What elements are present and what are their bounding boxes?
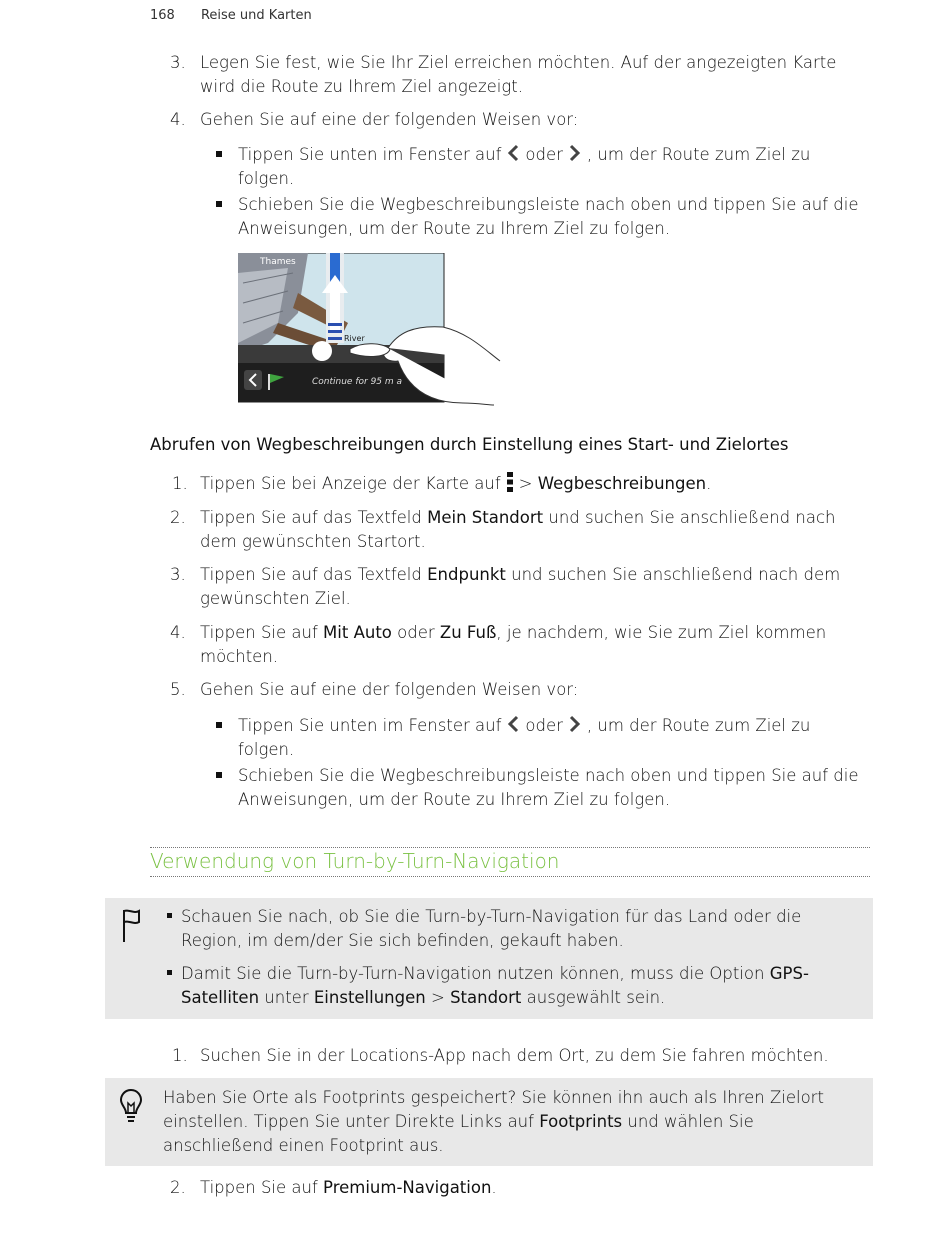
bullet-text: Schieben Sie die Wegbeschreibungsleiste nach oben und tippen Sie auf die Anweisungen, um der Route zu Ihrem Ziel zu folgen. [238, 195, 859, 238]
bullet-marker [216, 722, 222, 728]
divider [150, 847, 870, 848]
chevron-right-icon [569, 715, 581, 733]
bullet-text: Schieben Sie die Wegbeschreibungsleiste nach oben und tippen Sie auf die Anweisungen, um der Route zu Ihrem Ziel zu folgen. [238, 766, 859, 809]
step-text: Gehen Sie auf eine der folgenden Weisen vor: [200, 680, 579, 699]
subheading: Abrufen von Wegbeschreibungen durch Einstellung eines Start- und Zielortes [150, 435, 789, 454]
section-title: Reise und Karten [200, 8, 312, 23]
bullet-text: Tippen Sie unten im Fenster auf oder , um der Route zum Ziel zu folgen. [238, 716, 811, 759]
step-number: 2. [170, 1178, 186, 1197]
note-bullet-text: Schauen Sie nach, ob Sie die Turn-by-Turn-Navigation für das Land oder die Region, im dem/der Sie sich befinden, gekauft haben. [181, 907, 802, 950]
chevron-left-icon [507, 144, 519, 162]
bullet-marker [167, 913, 172, 918]
bullet-marker [167, 970, 172, 975]
step-text: Tippen Sie auf Premium-Navigation. [200, 1178, 497, 1197]
page-number: 168 [150, 8, 175, 23]
step-text: Suchen Sie in der Locations-App nach dem Ort, zu dem Sie fahren möchten. [200, 1046, 829, 1065]
note-bullet-text: Damit Sie die Turn-by-Turn-Navigation nutzen können, muss die Option GPS-Satelliten unter Einstellungen > Standort ausgewählt sein. [181, 964, 809, 1007]
divider [150, 876, 870, 877]
instruction-text: Continue for 95 m a [312, 377, 403, 387]
lightbulb-icon [119, 1088, 143, 1130]
step-number: 4. [170, 623, 186, 642]
step-number: 1. [172, 1046, 188, 1065]
step-number: 3. [170, 53, 186, 72]
step-text: Tippen Sie auf das Textfeld Endpunkt und suchen Sie anschließend nach dem gewünschten Ziel. [200, 565, 841, 608]
bullet-marker [216, 151, 222, 157]
menu-icon [507, 472, 513, 492]
step-number: 2. [170, 508, 186, 527]
navigation-screenshot [238, 253, 508, 413]
map-label: River [344, 334, 365, 343]
step-number: 5. [170, 680, 186, 699]
bullet-marker [216, 772, 222, 778]
bullet-marker [216, 201, 222, 207]
step-text: Tippen Sie auf Mit Auto oder Zu Fuß, je nachdem, wie Sie zum Ziel kommen möchten. [200, 623, 827, 666]
step-number: 1. [172, 474, 188, 493]
chevron-left-icon [507, 715, 519, 733]
step-number: 3. [170, 565, 186, 584]
bullet-text: Tippen Sie unten im Fenster auf oder , um der Route zum Ziel zu folgen. [238, 145, 811, 188]
page-header [150, 8, 312, 23]
step-text: Gehen Sie auf eine der folgenden Weisen vor: [200, 110, 579, 129]
chevron-right-icon [569, 144, 581, 162]
step-text: Tippen Sie auf das Textfeld Mein Standort und suchen Sie anschließend nach dem gewünschten Startort. [200, 508, 836, 551]
tip-text: Haben Sie Orte als Footprints gespeichert? Sie können ihn auch als Ihren Zielort einstellen. Tippen Sie unter Direkte Links auf Footprints und wählen Sie anschließend einen Footprint aus. [163, 1088, 824, 1155]
map-label: Thames [260, 257, 296, 267]
step-number: 4. [170, 110, 186, 129]
flag-icon [120, 908, 142, 948]
step-text: Legen Sie fest, wie Sie Ihr Ziel erreichen möchten. Auf der angezeigten Karte wird die Route zu Ihrem Ziel angezeigt. [200, 53, 837, 96]
step-text: Tippen Sie bei Anzeige der Karte auf > Wegbeschreibungen. [200, 474, 712, 493]
section-heading: Verwendung von Turn-by-Turn-Navigation [150, 849, 560, 873]
